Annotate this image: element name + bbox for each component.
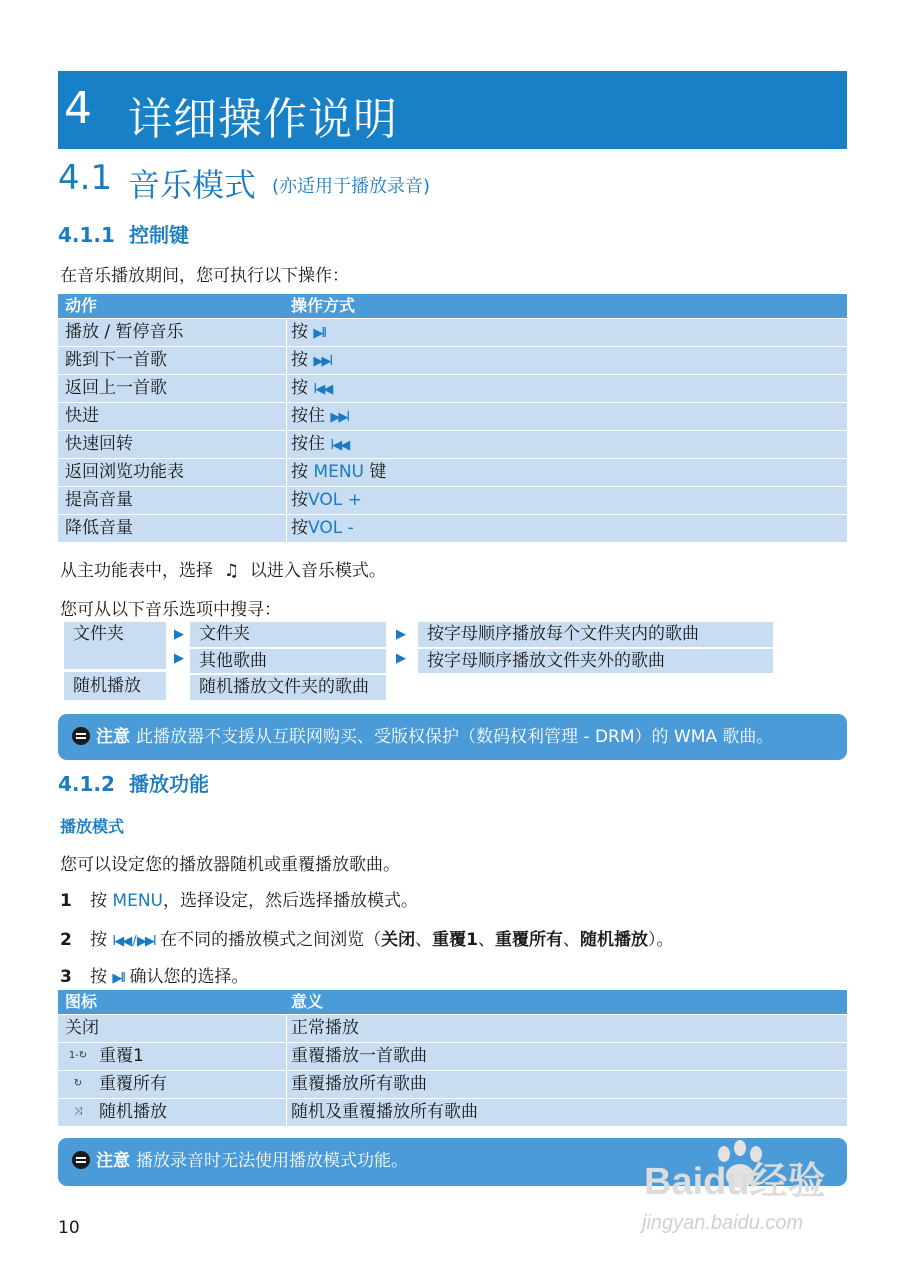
table-row xyxy=(58,319,847,346)
table-row xyxy=(58,1071,847,1098)
sub-option-shuffle-folder: 随机播放文件夹的歌曲 xyxy=(190,675,386,700)
mode-name: 关闭 xyxy=(65,1018,99,1038)
controls-heading xyxy=(58,219,189,248)
repeat-one-icon: 1-↻ xyxy=(68,1050,88,1061)
row-method: 按住 I◀◀ xyxy=(291,434,349,454)
previous-track-icon: I◀◀ xyxy=(313,382,332,397)
row-action: 跳到下一首歌 xyxy=(65,350,167,370)
mode-meaning: 正常播放 xyxy=(291,1018,359,1038)
section-number: 4.1 xyxy=(58,158,113,198)
mode-meaning: 重覆播放所有歌曲 xyxy=(291,1074,427,1094)
next-track-icon: ▶▶I xyxy=(330,410,349,425)
row-action: 播放 / 暂停音乐 xyxy=(65,322,184,342)
step-3: 3 按 ▶II 确认您的选择。 xyxy=(60,967,249,987)
note-icon xyxy=(72,1151,90,1169)
note-drm xyxy=(58,714,847,760)
playback-heading xyxy=(58,768,209,797)
controls-table xyxy=(58,294,847,543)
chapter-number: 4 xyxy=(64,83,92,134)
search-intro: 您可从以下音乐选项中搜寻： xyxy=(60,600,281,620)
table-row xyxy=(58,347,847,374)
row-method: 按 I◀◀ xyxy=(291,378,332,398)
controls-title: 控制键 xyxy=(128,223,189,247)
arrow-icon: ▶ xyxy=(174,651,184,666)
play-mode-subheading: 播放模式 xyxy=(60,817,125,836)
row-method: 按VOL + xyxy=(291,490,362,510)
shuffle-icon: ⤨ xyxy=(74,1106,82,1117)
page-number: 10 xyxy=(58,1218,80,1238)
row-method: 按住 ▶▶I xyxy=(291,406,349,426)
note-text: 播放录音时无法使用播放模式功能。 xyxy=(136,1151,408,1171)
table-row xyxy=(58,1015,847,1042)
section-title: 音乐模式 xyxy=(128,166,257,204)
repeat-all-icon: ↻ xyxy=(73,1078,83,1089)
watermark-url: jingyan.baidu.com xyxy=(642,1212,804,1234)
row-method: 按 ▶▶I xyxy=(291,350,332,370)
next-track-icon: ▶▶I xyxy=(313,354,332,369)
controls-number: 4.1.1 xyxy=(58,223,115,247)
row-action: 返回上一首歌 xyxy=(65,378,167,398)
play-mode-table xyxy=(58,990,847,1127)
menu-key-label: MENU xyxy=(313,462,364,482)
play-pause-icon: ▶II xyxy=(112,971,125,986)
mode-name: 重覆所有 xyxy=(99,1074,167,1094)
table-row xyxy=(58,431,847,458)
row-method: 按 MENU 键 xyxy=(291,462,387,482)
step-1: 1 按 MENU，选择设定，然后选择播放模式。 xyxy=(60,891,418,911)
desc-folder: 按字母顺序播放每个文件夹内的歌曲 xyxy=(418,622,773,647)
row-action: 快进 xyxy=(65,406,99,426)
vol-down-key-label: VOL - xyxy=(308,518,354,538)
row-action: 返回浏览功能表 xyxy=(65,462,184,482)
option-shuffle: 随机播放 xyxy=(64,672,166,700)
sub-option-folder: 文件夹 xyxy=(190,622,386,647)
note-icon xyxy=(72,727,90,745)
mode-name: 重覆1 xyxy=(99,1046,144,1066)
note-label: 注意 xyxy=(96,1151,130,1171)
mode-name: 随机播放 xyxy=(99,1102,167,1122)
header-method: 操作方式 xyxy=(291,296,356,315)
table-header-row xyxy=(58,990,847,1014)
music-note-icon: ♫ xyxy=(223,561,240,581)
select-music-instruction: 从主功能表中，选择 ♫ 以进入音乐模式。 xyxy=(60,561,386,581)
mode-meaning: 重覆播放一首歌曲 xyxy=(291,1046,427,1066)
arrow-icon: ▶ xyxy=(396,627,406,642)
section-subtitle: (亦适用于播放录音) xyxy=(272,176,431,197)
playback-number: 4.1.2 xyxy=(58,772,115,796)
chapter-title: 详细操作说明 xyxy=(128,94,398,145)
prev-next-icon: I◀◀ / ▶▶I xyxy=(112,934,155,949)
watermark-logo: Baidu经验 xyxy=(644,1161,826,1203)
row-action: 降低音量 xyxy=(65,518,133,538)
row-action: 提高音量 xyxy=(65,490,133,510)
controls-intro: 在音乐播放期间，您可执行以下操作： xyxy=(60,266,349,286)
step-2: 2 按 I◀◀ / ▶▶I 在不同的播放模式之间浏览（关闭、重覆1、重覆所有、随机播放）。 xyxy=(60,930,674,950)
option-folder: 文件夹 xyxy=(64,622,166,669)
arrow-icon: ▶ xyxy=(174,627,184,642)
table-row xyxy=(58,375,847,402)
table-row xyxy=(58,459,847,486)
previous-track-icon: I◀◀ xyxy=(330,438,349,453)
header-icon: 图标 xyxy=(65,992,98,1011)
row-method: 按 ▶II xyxy=(291,322,326,342)
sub-option-other-songs: 其他歌曲 xyxy=(190,649,386,673)
menu-key-label: MENU xyxy=(112,891,163,911)
desc-other-songs: 按字母顺序播放文件夹外的歌曲 xyxy=(418,649,773,673)
arrow-icon: ▶ xyxy=(396,651,406,666)
mode-meaning: 随机及重覆播放所有歌曲 xyxy=(291,1102,478,1122)
table-row xyxy=(58,1099,847,1126)
row-action: 快速回转 xyxy=(65,434,133,454)
vol-up-key-label: VOL + xyxy=(308,490,362,510)
header-meaning: 意义 xyxy=(291,992,324,1011)
table-row xyxy=(58,515,847,542)
table-row xyxy=(58,1043,847,1070)
table-row xyxy=(58,487,847,514)
play-mode-intro: 您可以设定您的播放器随机或重覆播放歌曲。 xyxy=(60,855,400,875)
note-label: 注意 xyxy=(96,727,130,747)
table-row xyxy=(58,403,847,430)
playback-title: 播放功能 xyxy=(128,772,209,796)
header-action: 动作 xyxy=(65,296,98,315)
table-header-row xyxy=(58,294,847,318)
note-text: 此播放器不支援从互联网购买、受版权保护（数码权利管理 - DRM）的 WMA 歌曲。 xyxy=(136,727,774,747)
play-pause-icon: ▶II xyxy=(313,326,326,341)
row-method: 按VOL - xyxy=(291,518,354,538)
